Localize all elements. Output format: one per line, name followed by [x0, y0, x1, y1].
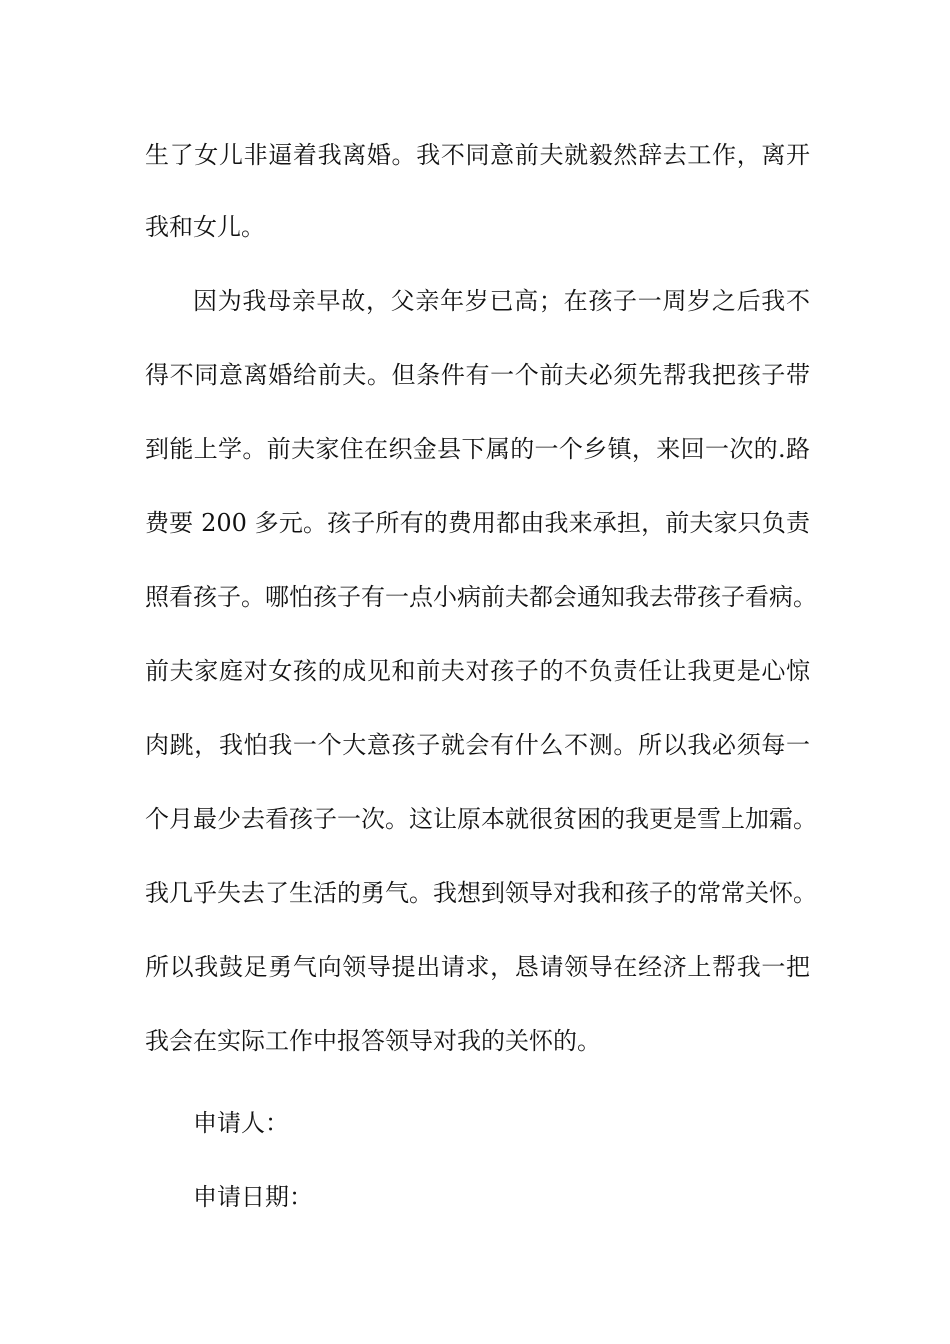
paragraph-line: 所以我鼓足勇气向领导提出请求，恳请领导在经济上帮我一把 [145, 953, 810, 981]
paragraph-line: 到能上学。前夫家住在织金县下属的一个乡镇，来回一次的.路 [145, 435, 810, 463]
paragraph-line: 得不同意离婚给前夫。但条件有一个前夫必须先帮我把孩子带 [145, 361, 810, 389]
paragraph-line: 照看孩子。哪怕孩子有一点小病前夫都会通知我去带孩子看病。 [145, 583, 817, 611]
paragraph-line: 我几乎失去了生活的勇气。我想到领导对我和孩子的常常关怀。 [145, 879, 817, 907]
paragraph-line: 我会在实际工作中报答领导对我的关怀的。 [145, 1027, 601, 1055]
applicant-label: 申请人： [193, 1109, 289, 1137]
paragraph-line: 因为我母亲早故，父亲年岁已高；在孩子一周岁之后我不 [193, 287, 810, 315]
paragraph-line: 费要 200 多元。孩子所有的费用都由我来承担，前夫家只负责 [145, 509, 810, 537]
paragraph-line: 肉跳，我怕我一个大意孩子就会有什么不测。所以我必须每一 [145, 731, 810, 759]
paragraph-line: 我和女儿。 [145, 213, 265, 241]
paragraph-line: 生了女儿非逼着我离婚。我不同意前夫就毅然辞去工作，离开 [145, 141, 810, 169]
paragraph-line: 前夫家庭对女孩的成见和前夫对孩子的不负责任让我更是心惊 [145, 657, 810, 685]
application-date-label: 申请日期： [193, 1183, 313, 1211]
paragraph-line: 个月最少去看孩子一次。这让原本就很贫困的我更是雪上加霜。 [145, 805, 817, 833]
